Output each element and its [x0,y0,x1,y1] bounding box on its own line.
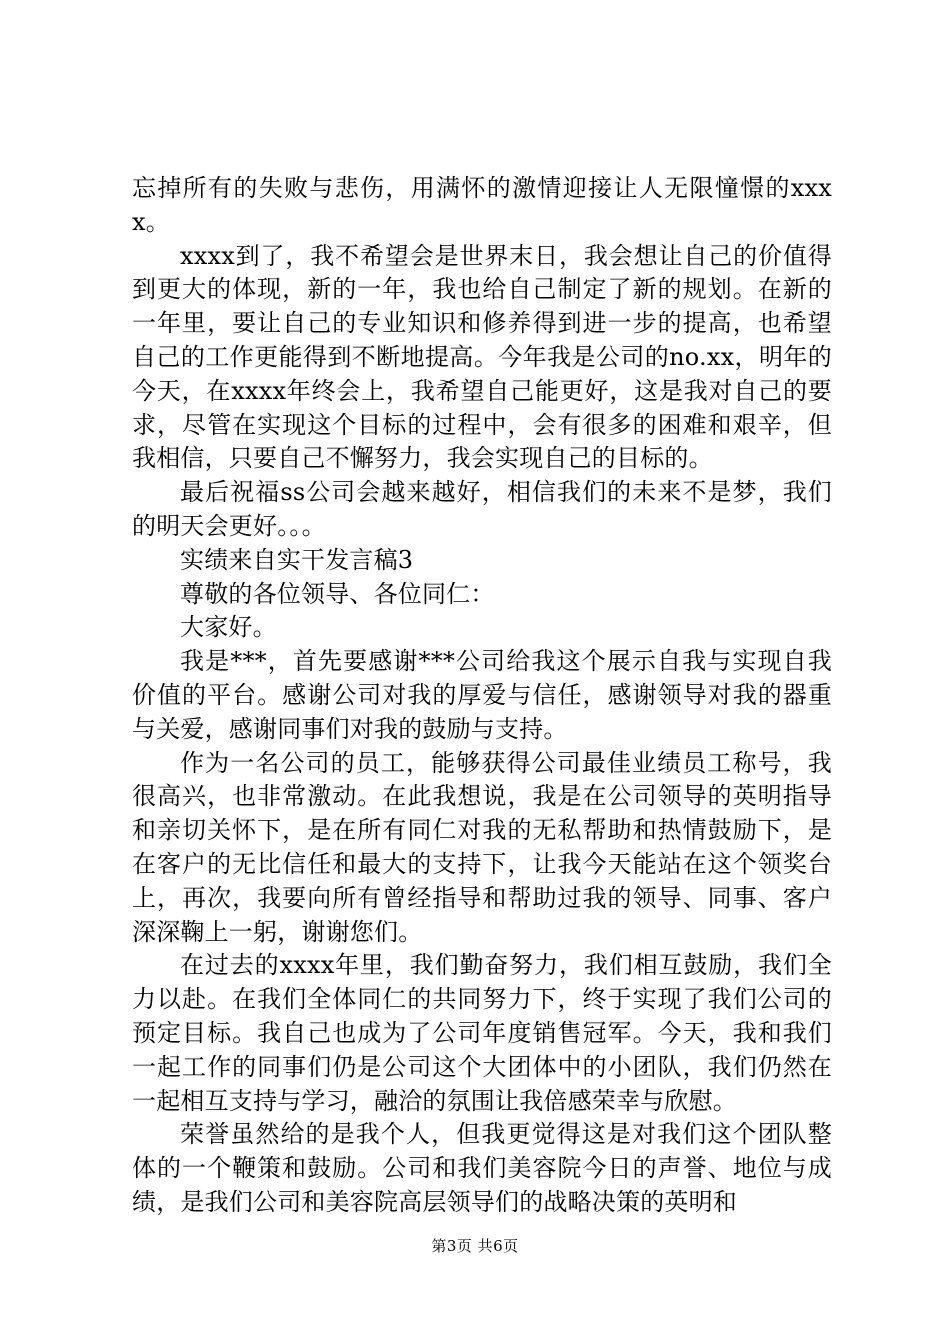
paragraph-10: 荣誉虽然给的是我个人，但我更觉得这是对我们这个团队整体的一个鞭策和鼓励。公司和我们美容院今日的声誉、地位与成绩，是我们公司和美容院高层领导们的战略决策的英明和 [132,1120,832,1216]
document-body [132,172,832,1220]
paragraph-7: 我是***，首先要感谢***公司给我这个展示自我与实现自我价值的平台。感谢公司对我的厚爱与信任，感谢领导对我的器重与关爱，感谢同事们对我的鼓励与支持。 [132,647,832,743]
paragraph-8: 作为一名公司的员工，能够获得公司最佳业绩员工称号，我很高兴，也非常激动。在此我想说，我是在公司领导的英明指导和亲切关怀下，是在所有同仁对我的无私帮助和热情鼓励下，是在客户的无比信任和最大的支持下，让我今天能站在这个领奖台上，再次，我要向所有曾经指导和帮助过我的领导、同事、客户深深鞠上一躬，谢谢您们。 [132,748,832,946]
paragraph-1: 忘掉所有的失败与悲伤，用满怀的激情迎接让人无限憧憬的xxxx。 [132,174,832,236]
greeting: 大家好。 [180,613,277,642]
paragraph-9: 在过去的xxxx年里，我们勤奋努力，我们相互鼓励，我们全力以赴。在我们全体同仁的共同努力下，终于实现了我们公司的预定目标。我自己也成为了公司年度销售冠军。今天，我和我们一起工作的同事们仍是公司这个大团体中的小团队，我们仍然在一起相互支持与学习，融洽的氛围让我倍感荣幸与欣慰。 [132,951,832,1115]
paragraph-3: 最后祝福ss公司会越来越好，相信我们的未来不是梦，我们的明天会更好。。。 [132,478,832,540]
paragraph-2: xxxx到了，我不希望会是世界末日，我会想让自己的价值得到更大的体现，新的一年，我也给自己制定了新的规划。在新的一年里，要让自己的专业知识和修养得到进一步的提高，也希望自己的工作更能得到不断地提高。今年我是公司的no.xx，明年的今天，在xxxx年终会上，我希望自己能更好，这是我对自己的要求，尽管在实现这个目标的过程中，会有很多的困难和艰辛，但我相信，只要自己不懈努力，我会实现自己的目标的。 [132,241,832,473]
section-title: 实绩来自实干发言稿3 [180,545,414,574]
page-number-footer: 第3页 共6页 [431,1237,519,1255]
salutation: 尊敬的各位领导、各位同仁： [180,579,495,608]
